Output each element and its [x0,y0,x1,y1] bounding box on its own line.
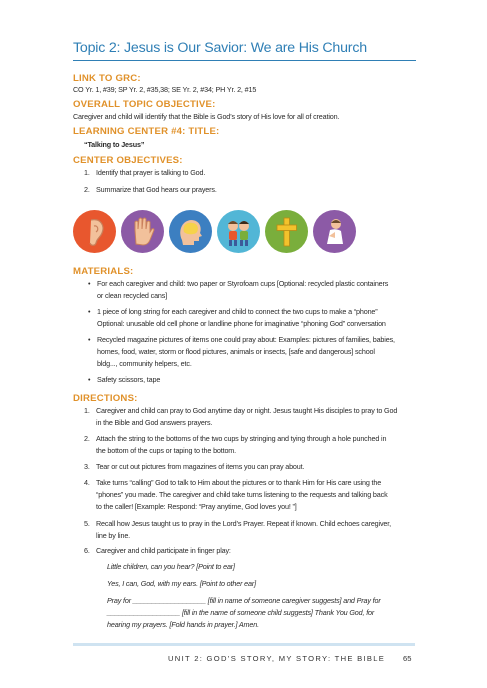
learning-center-title: “Talking to Jesus” [84,140,145,149]
page-title: Topic 2: Jesus is Our Savior: We are His Church [73,40,367,56]
directions-heading: DIRECTIONS: [73,393,138,404]
praying-child-icon [313,210,356,253]
footer-divider [73,643,415,646]
objective-text: Caregiver and child will identify that the Bible is God’s story of His love for all of creation. [73,112,340,121]
page-number: 65 [403,654,412,663]
finger-play-line: Pray for ___________________ [fill in name of someone caregiver suggests] and Pray for [107,596,381,605]
ear-icon [73,210,116,253]
finger-play-line: ___________________ [fill in the name of someone child suggests] Thank You God, for [107,608,375,617]
learning-center-heading: LEARNING CENTER #4: TITLE: [73,126,220,137]
hand-icon [121,210,164,253]
finger-play-line: Little children, can you hear? [Point to ear] [107,562,235,571]
finger-play-line: Yes, I can, God, with my ears. [Point to other ear] [107,579,256,588]
center-objectives-heading: CENTER OBJECTIVES: [73,155,183,166]
title-divider [73,60,416,61]
link-text: CO Yr. 1, #39; SP Yr. 2, #35,38; SE Yr. 2, #34; PH Yr. 2, #15 [73,85,257,94]
head-icon [169,210,212,253]
icon-row [73,210,363,254]
page: Topic 2: Jesus is Our Savior: We are His Church LINK TO GRC: CO Yr. 1, #39; SP Yr. 2, #35,38; SE Yr. 2, #34; PH Yr. 2, #15 OVERALL TOPIC OBJECTIVE: Caregiver and child will identify that the Bible is God’s story of His love for all of creation. LEARNING CENTER #4: TITLE: “Talking to Jesus” CENTER OBJECTIVES: 1. Identify that prayer is talking to God. 2. Summarize that God hears our prayers. MATERIALS: • For each caregiver and child: two paper or Styrofoam cups [Optional: recycled plastic containers or clean recycled cans] • 1 piece of long string for each caregiver and child to connect the two cups to make a “phone” Optional: unusable old cell phone or landline phone for imaginative “phoning God” conversation • Recycled magazine pictures of items one could pray about: Examples: pictures of families, babies, homes, food, water, storm or flood pictures, animals or insects, [safe and dangerous] school bldg..., community helpers, etc. • Safety scissors, tape DIRECTIONS: 1. Caregiver and child can pray to God anytime day or night. Jesus taught His disciples to pray to God in the Bible and God answers prayers. 2. Attach the string to the bottoms of the two cups by stringing and tying through a hole punched in the bottom of the cups or taping to the bottom. 3. Tear or cut out pictures from magazines of items you can pray about. 4. Take turns “calling” God to talk to Him about the pictures or to thank Him for His care using the “phones” you made. The caregiver and child take turns listening to the requests and talking back to the caller! [Example: Respond: “Pray anytime, God loves you! ”] 5. Recall how Jesus taught us to pray in the Lord’s Prayer. Repeat if known. Child echoes caregiver, line by line. 6. Caregiver and child participate in finger play: Little children, can you hear? [Point to ear] Yes, I can, God, with my ears. [Point to other ear] Pray for ___________________ [fill in name of someone caregiver suggests] and Pray for ___________________ [fill in the name of someone child suggests] Thank You God, for hearing my prayers. [Fold hands in prayer.] Amen. UNIT 2: GOD’S STORY, MY STORY: THE BIBLE 65 [0,0,487,688]
children-icon [217,210,260,253]
cross-icon [265,210,308,253]
link-heading: LINK TO GRC: [73,73,141,84]
footer-text: UNIT 2: GOD’S STORY, MY STORY: THE BIBLE [168,654,386,663]
finger-play-line: hearing my prayers. [Fold hands in prayer.] Amen. [107,620,259,629]
objective-heading: OVERALL TOPIC OBJECTIVE: [73,99,216,110]
materials-heading: MATERIALS: [73,266,134,277]
